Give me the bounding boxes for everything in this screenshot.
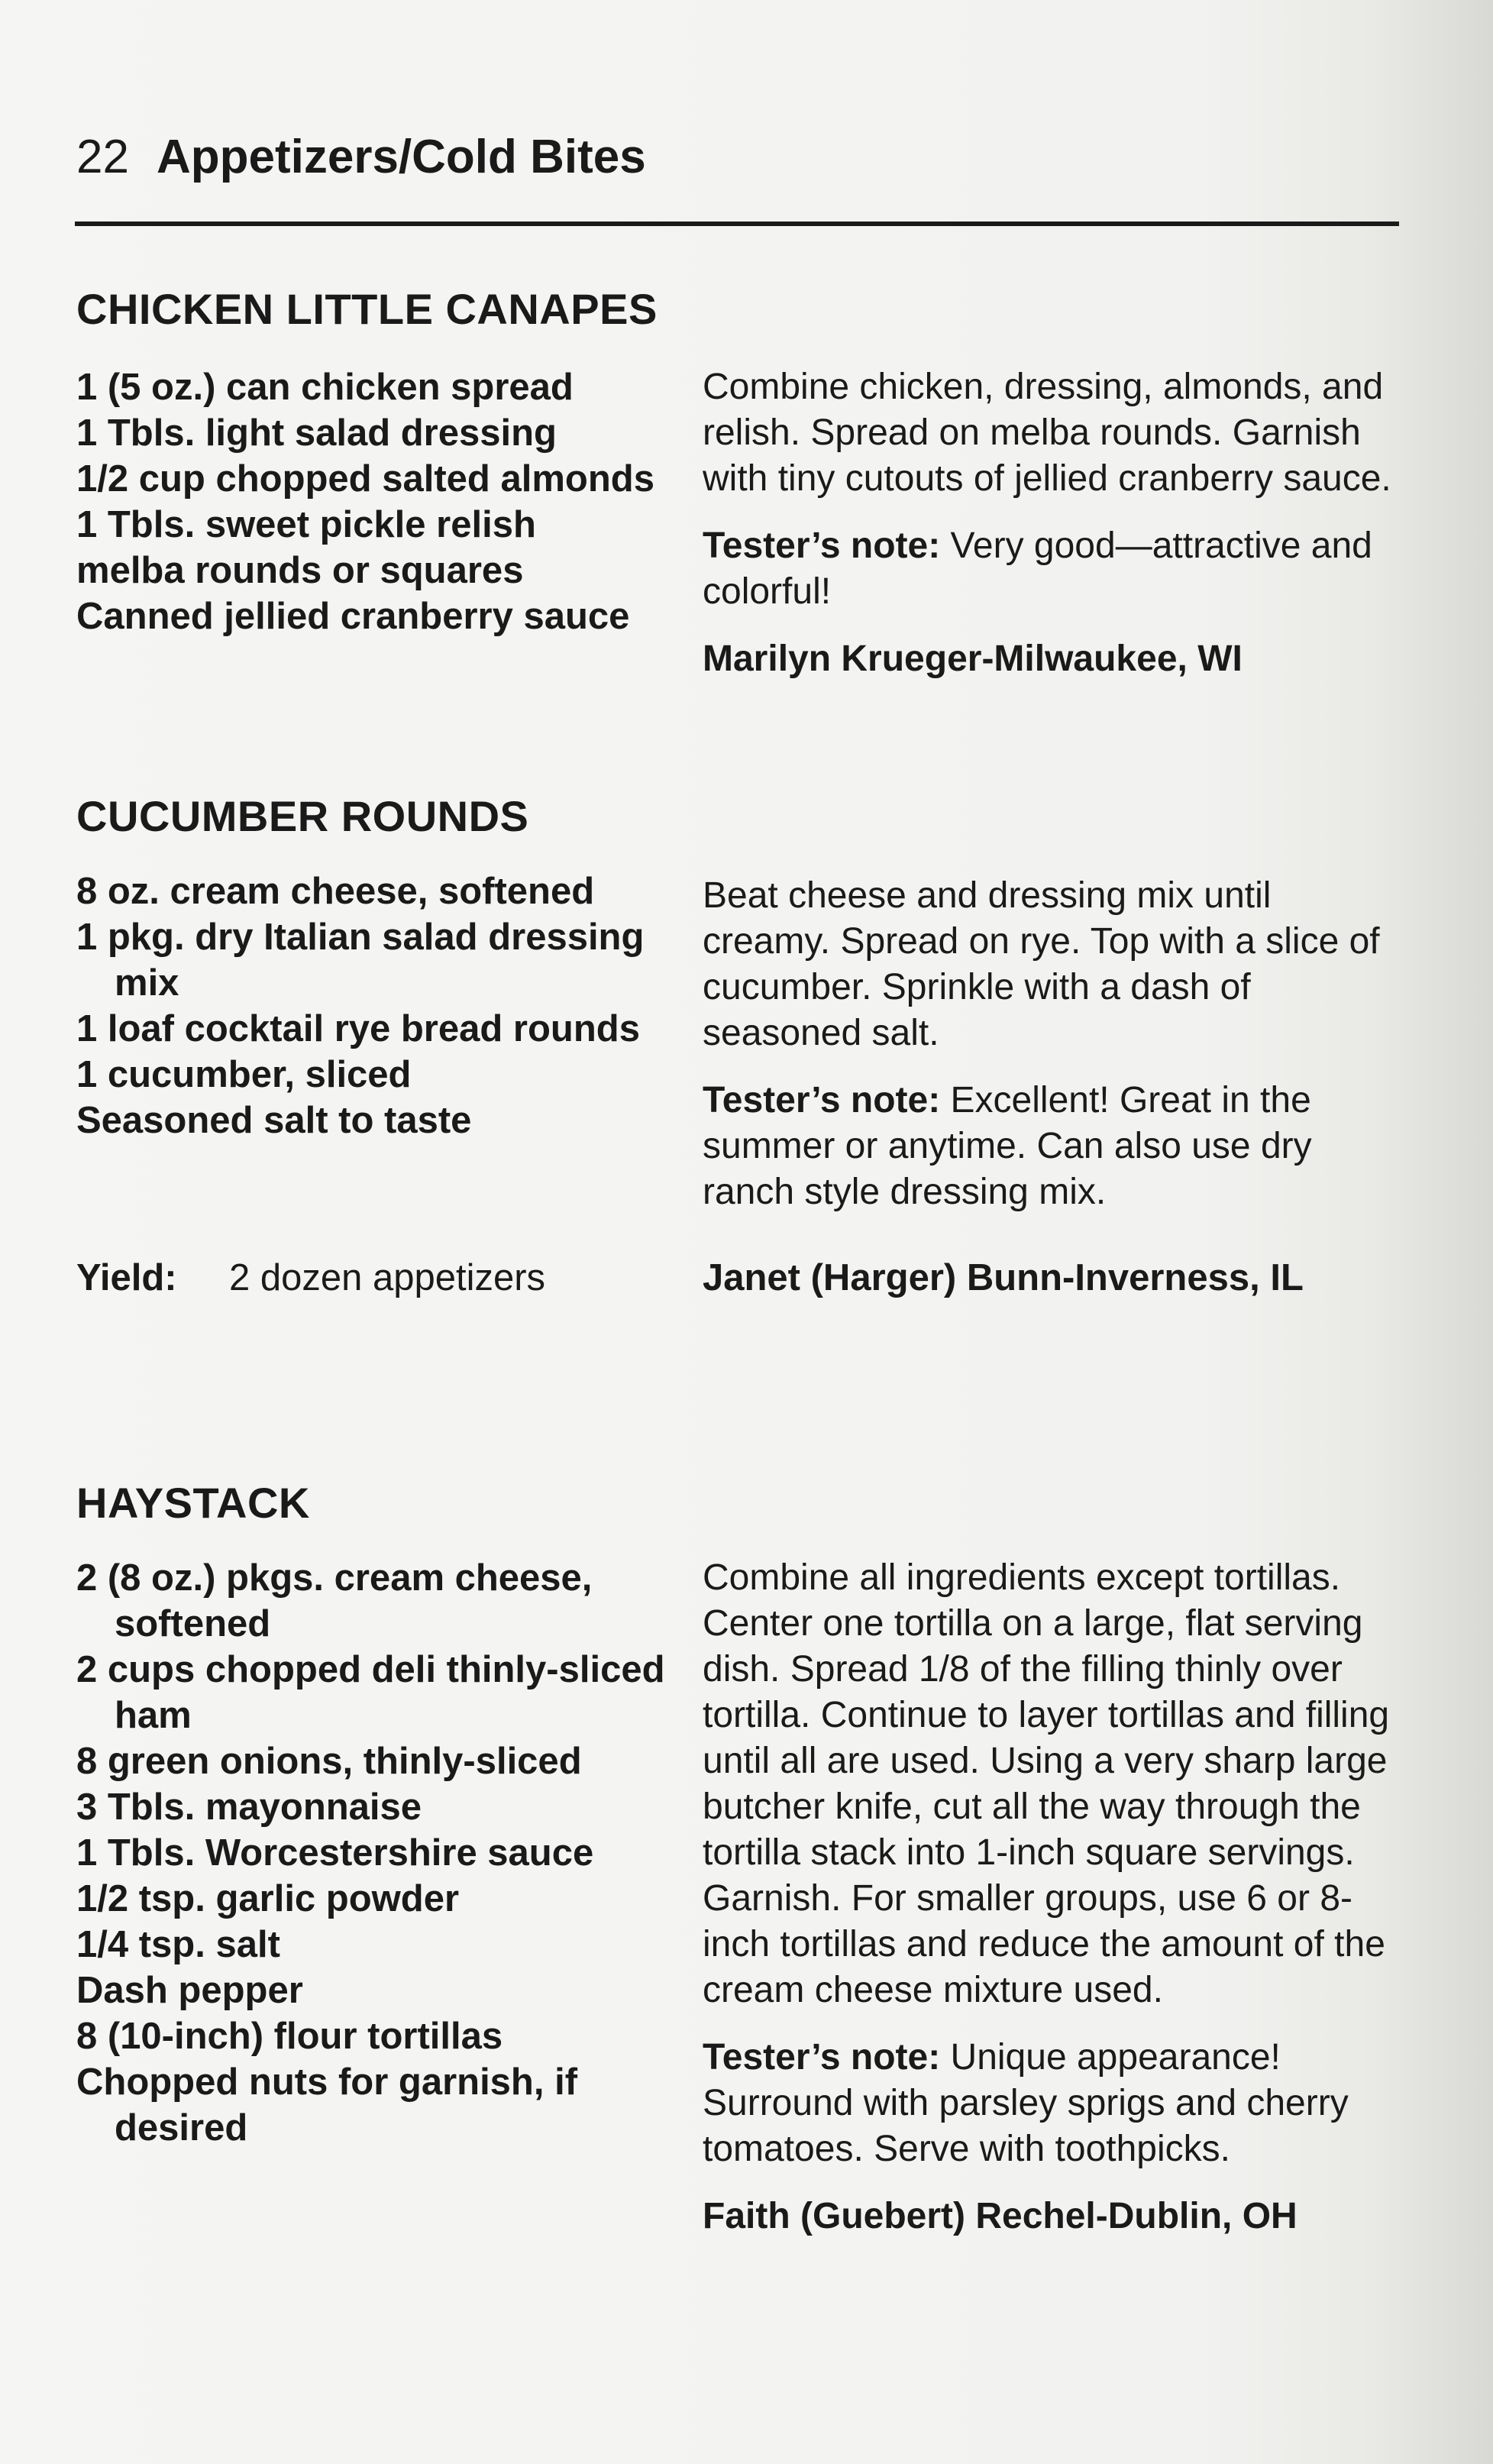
ingredient-item: melba rounds or squares: [76, 550, 524, 591]
recipe-haystack: [76, 1478, 1398, 2261]
recipe-cucumber-rounds: [76, 791, 1398, 1299]
ingredient-item: 8 green onions, thinly-sliced: [76, 1741, 582, 1782]
directions: [703, 873, 1398, 1237]
ingredient-list: [76, 1555, 703, 2261]
header-rule: [75, 222, 1399, 226]
ingredient-item: 1 Tbls. light salad dressing: [76, 412, 557, 454]
yield-value: 2 dozen appetizers: [229, 1257, 546, 1298]
ingredient-item: 1/4 tsp. salt: [76, 1924, 280, 1965]
directions: [703, 364, 1398, 703]
ingredient-item: 1/2 cup chopped salted almonds: [76, 458, 654, 500]
ingredient-item: 1/2 tsp. garlic powder: [76, 1878, 460, 1919]
tester-note-label: Tester’s note:: [703, 1080, 941, 1120]
recipe-title: HAYSTACK: [76, 1479, 310, 1527]
tester-note-text: Very good—attractive and colorful!: [703, 525, 1372, 612]
yield-label: Yield:: [76, 1257, 177, 1298]
tester-note: [703, 1078, 1398, 1215]
section-title: Appetizers/Cold Bites: [156, 131, 646, 183]
page-header: [76, 130, 1398, 184]
ingredient-item: 8 oz. cream cheese, softened: [76, 871, 595, 912]
ingredient-item: Seasoned salt to taste: [76, 1100, 472, 1141]
ingredient-item: 3 Tbls. mayonnaise: [76, 1787, 422, 1828]
directions-text: Beat cheese and dressing mix until creamy. Spread on rye. Top with a slice of cucumber. Sprinkle with a dash of seasoned salt.: [703, 875, 1380, 1053]
recipe-title: CUCUMBER ROUNDS: [76, 792, 529, 840]
yield-row: [76, 1256, 1398, 1299]
directions-text: Combine chicken, dressing, almonds, and relish. Spread on melba rounds. Garnish with tiny cutouts of jellied cranberry sauce.: [703, 367, 1391, 499]
tester-note-label: Tester’s note:: [703, 2037, 941, 2078]
ingredient-item: Dash pepper: [76, 1970, 303, 2011]
ingredient-list: [76, 868, 703, 1237]
tester-note-label: Tester’s note:: [703, 525, 941, 566]
ingredient-item: Canned jellied cranberry sauce: [76, 596, 630, 637]
ingredient-list: [76, 364, 703, 703]
tester-note: [703, 2035, 1398, 2172]
ingredient-item: 8 (10-inch) flour tortillas: [76, 2016, 503, 2057]
ingredient-item: 1 pkg. dry Italian salad dressing mix: [76, 917, 645, 1004]
ingredient-item: 1 (5 oz.) can chicken spread: [76, 367, 574, 408]
contributor: Faith (Guebert) Rechel-Dublin, OH: [703, 2196, 1297, 2236]
recipe-title: CHICKEN LITTLE CANAPES: [76, 285, 658, 333]
recipe-chicken-little-canapes: [76, 284, 1398, 703]
contributor: Marilyn Krueger-Milwaukee, WI: [703, 639, 1243, 679]
ingredient-item: 1 loaf cocktail rye bread rounds: [76, 1008, 640, 1049]
ingredient-item: Chopped nuts for garnish, if desired: [76, 2061, 578, 2149]
tester-note: [703, 523, 1398, 615]
contributor: Janet (Harger) Bunn-Inverness, IL: [703, 1257, 1304, 1298]
ingredient-item: 1 Tbls. sweet pickle relish: [76, 504, 536, 545]
ingredient-item: 1 Tbls. Worcestershire sauce: [76, 1832, 594, 1874]
ingredient-item: 2 (8 oz.) pkgs. cream cheese, softened: [76, 1557, 593, 1644]
ingredient-item: 1 cucumber, sliced: [76, 1054, 412, 1095]
directions-text: Combine all ingredients except tortillas. Center one tortilla on a large, flat serving dish. Spread 1/8 of the filling thinly over tortilla. Continue to layer tortillas and filling until all are used. Using a very sharp large butcher knife, cut all the way through the tortilla stack into 1-inch square servings. Garnish. For smaller groups, use 6 or 8-inch tortillas and reduce the amount of the cream cheese mixture used.: [703, 1557, 1390, 2010]
tester-note-text: Excellent! Great in the summer or anytime. Can also use dry ranch style dressing mix.: [703, 1080, 1312, 1212]
ingredient-item: 2 cups chopped deli thinly-sliced ham: [76, 1649, 665, 1736]
tester-note-text: Unique appearance! Surround with parsley sprigs and cherry tomatoes. Serve with toothpicks.: [703, 2037, 1349, 2169]
directions: [703, 1555, 1398, 2261]
page-number: 22: [76, 131, 129, 183]
